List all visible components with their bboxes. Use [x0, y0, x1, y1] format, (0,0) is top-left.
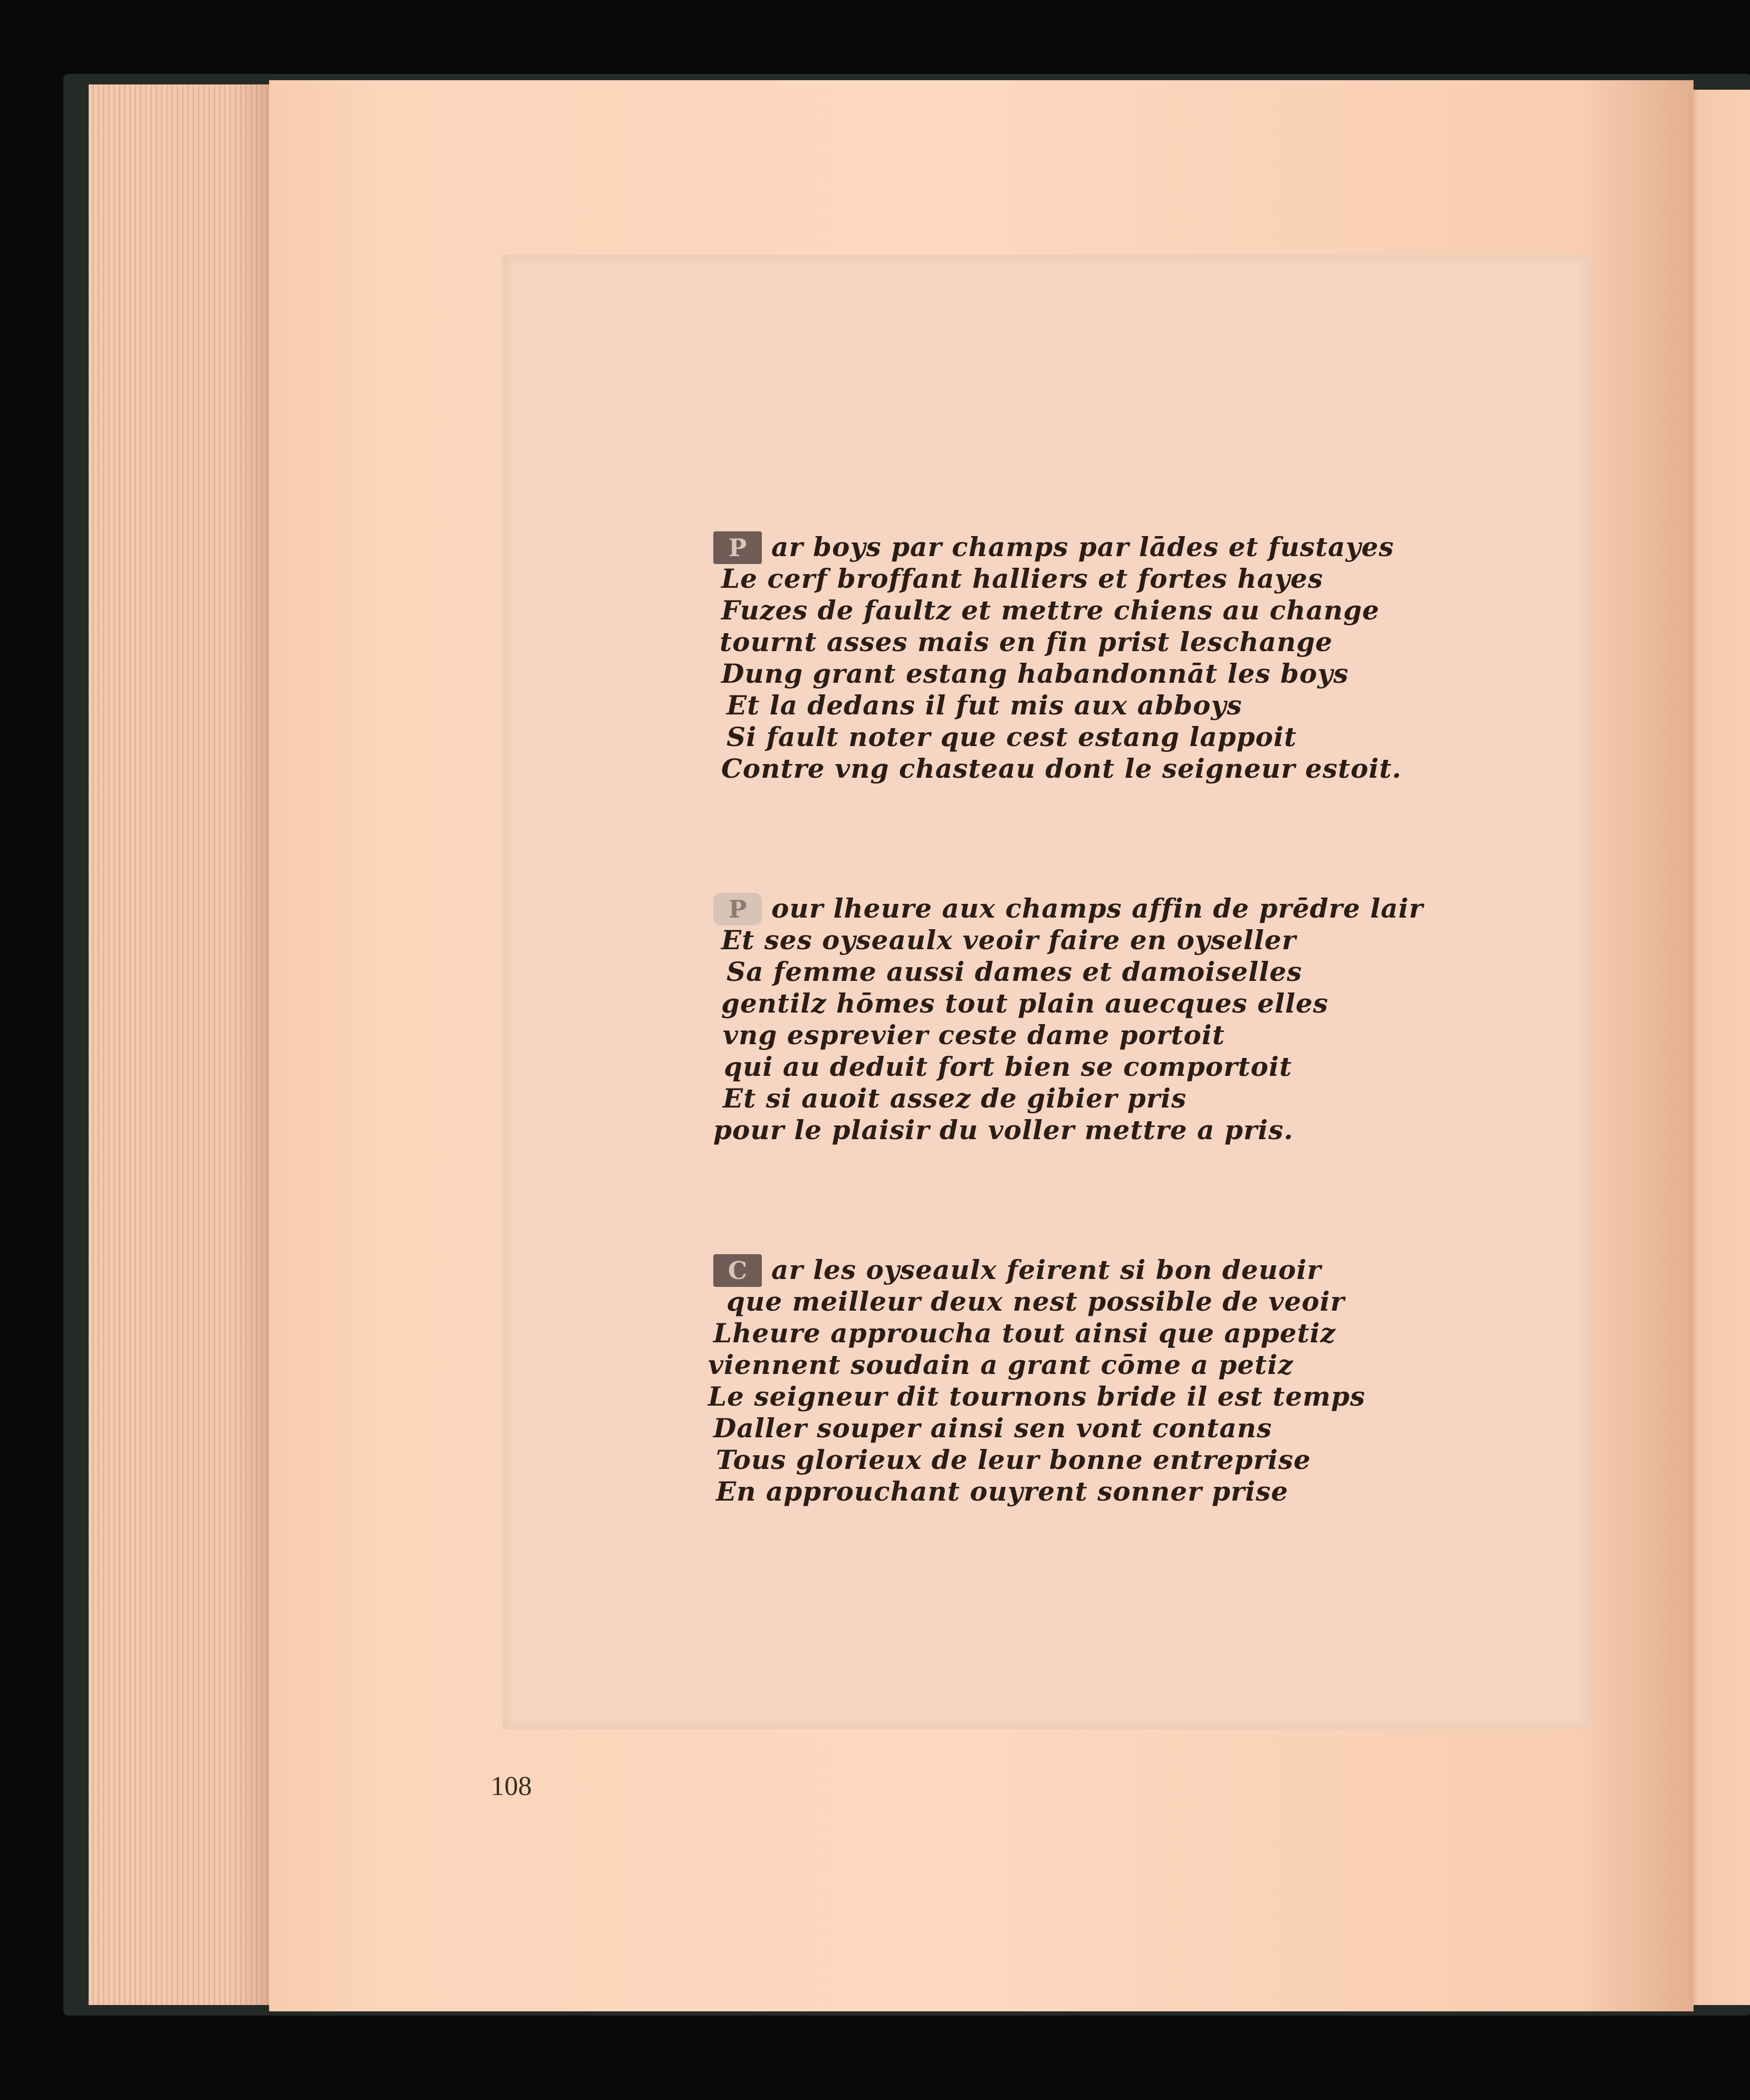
verse-line: Si fault noter que cest estang lappoit	[726, 721, 1297, 752]
verse-line: gentilz hōmes tout plain auecques elles	[721, 988, 1328, 1019]
verse-line: Tous glorieux de leur bonne entreprise	[716, 1444, 1311, 1475]
decorated-initial: P	[713, 531, 762, 564]
verse-line: vng esprevier ceste dame portoit	[723, 1019, 1225, 1051]
verse-line: Et si auoit assez de gibier pris	[723, 1083, 1187, 1114]
verse-line: Dung grant estang habandonnāt les boys	[721, 658, 1349, 689]
page-number: 108	[491, 1771, 532, 1801]
verse-line: Contre vng chasteau dont le seigneur estoit.	[721, 753, 1402, 784]
verse-line: En approuchant ouyrent sonner prise	[716, 1476, 1289, 1507]
verse-line: Sa femme aussi dames et damoiselles	[726, 956, 1303, 987]
verse-line: ar les oyseaulx feirent si bon deuoir	[771, 1254, 1322, 1285]
verse-line: que meilleur deux nest possible de veoir	[726, 1286, 1345, 1317]
verse-line: Et ses oyseaulx veoir faire en oyseller	[721, 924, 1296, 956]
verse-line: ar boys par champs par lādes et fustayes	[771, 531, 1394, 562]
verse-line: Le cerf broffant halliers et fortes hayes	[721, 563, 1323, 594]
verse-line: tournt asses mais en fin prist leschange	[720, 626, 1333, 657]
manuscript-plate	[502, 254, 1589, 1730]
verse-line: viennent soudain a grant cōme a petiz	[708, 1349, 1294, 1380]
verse-line: qui au deduit fort bien se comportoit	[724, 1051, 1292, 1082]
verse-line: our lheure aux champs affin de prēdre lair	[771, 893, 1423, 924]
verse-line: Fuzes de faultz et mettre chiens au change	[721, 595, 1380, 626]
verse-line: Le seigneur dit tournons bride il est temps	[708, 1381, 1366, 1412]
book-page	[269, 80, 1694, 2011]
verse-line: Et la dedans il fut mis aux abboys	[726, 690, 1242, 721]
decorated-initial: C	[713, 1254, 762, 1287]
decorated-initial: P	[713, 893, 762, 925]
verse-line: Daller souper ainsi sen vont contans	[713, 1412, 1273, 1444]
verse-line: Lheure approucha tout ainsi que appetiz	[713, 1318, 1336, 1349]
verse-line: pour le plaisir du voller mettre a pris.	[713, 1114, 1294, 1146]
